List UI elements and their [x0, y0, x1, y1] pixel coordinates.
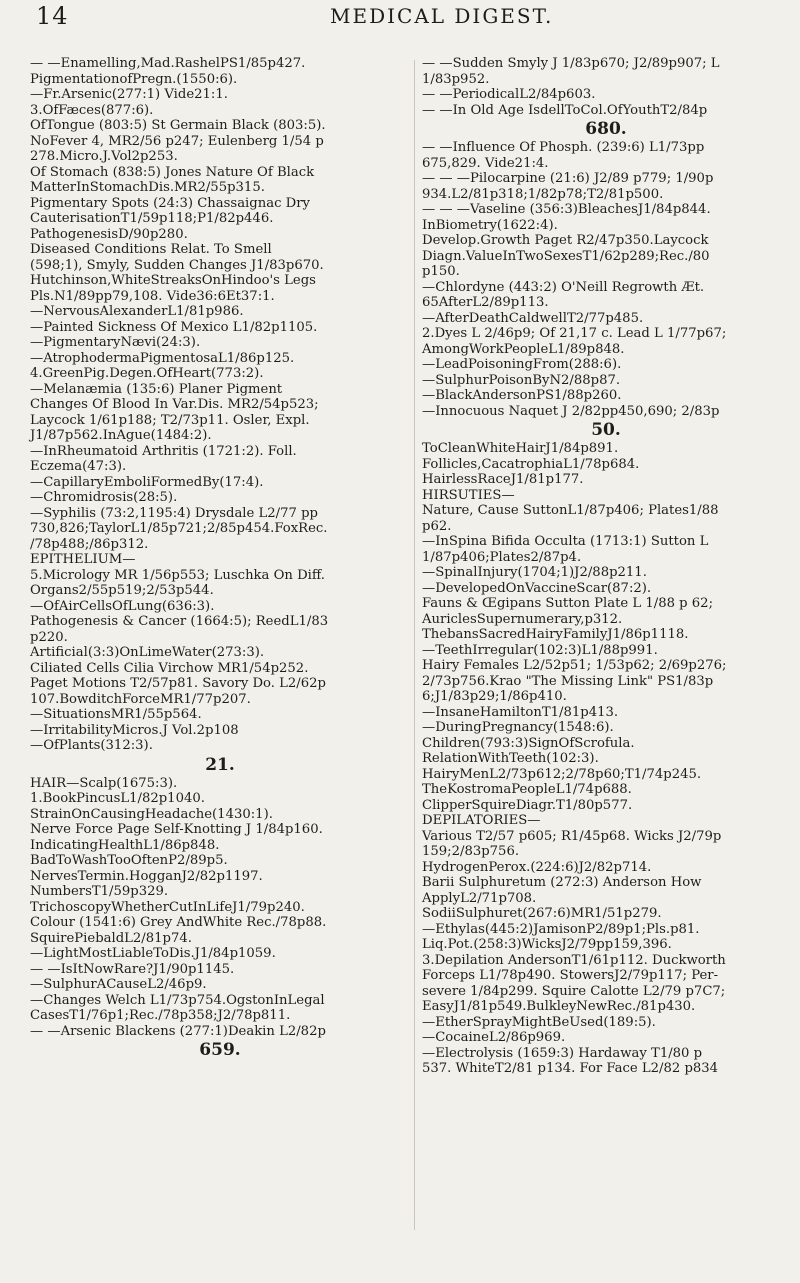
index-line: 1/83p952. [422, 71, 490, 87]
index-line: p220. [30, 629, 68, 645]
index-line: —IrritabilityMicros.J Vol.2p108 [30, 722, 239, 738]
index-line: —NervousAlexanderL1/81p986. [30, 304, 244, 319]
index-line: —Syphilis (73:2,1195:4) Drysdale L2/77 pp [30, 505, 318, 521]
index-line: StrainOnCausingHeadache(1430:1). [30, 806, 273, 822]
index-line: —Melanæmia (135:6) Planer Pigment [30, 381, 283, 397]
index-line: AmongWorkPeopleL1/89p848. [422, 341, 625, 357]
index-line: — —In Old Age IsdellToCol.OfYouthT2/84p [422, 102, 708, 118]
index-line: EasyJ1/81p549.BulkleyNewRec./81p430. [422, 999, 696, 1014]
index-line: 1/87p406;Plates2/87p4. [422, 549, 582, 565]
index-line: —InsaneHamiltonT1/81p413. [422, 704, 619, 720]
index-line: 659. [199, 1040, 241, 1060]
index-line: 730,826;TaylorL1/85p721;2/85p454.FoxRec. [30, 521, 328, 536]
index-line: NervesTermin.HogganJ2/82p1197. [30, 868, 263, 884]
index-line: —Chromidrosis(28:5). [30, 490, 178, 505]
index-line: Various T2/57 p605; R1/45p68. Wicks J2/79p [422, 828, 722, 844]
index-line: 3.Depilation AndersonT1/61p112. Duckworth [422, 952, 726, 968]
index-line: AuriclesSupernumerary,p312. [422, 611, 623, 627]
index-line: Paget Motions T2/57p81. Savory Do. L2/62p [30, 676, 326, 691]
index-line: Colour (1541:6) Grey AndWhite Rec./78p88. [30, 915, 327, 930]
index-line: —OfPlants(312:3). [30, 738, 153, 753]
index-line: Diseased Conditions Relat. To Smell [30, 242, 272, 257]
index-line: —SulphurACauseL2/46p9. [30, 977, 207, 992]
index-line: —AtrophodermaPigmentosaL1/86p125. [30, 350, 295, 366]
index-line: CasesT1/76p1;Rec./78p358;J2/78p811. [30, 1008, 291, 1023]
index-line: InBiometry(1622:4). [422, 217, 558, 233]
index-line: —SpinalInjury(1704;1)J2/88p211. [422, 565, 647, 580]
index-line: —LightMostLiableToDis.J1/84p1059. [30, 946, 276, 961]
index-line: 2.Dyes L 2/46p9; Of 21,17 c. Lead L 1/77p67; [422, 326, 727, 341]
index-line: Liq.Pot.(258:3)WicksJ2/79pp159,396. [422, 937, 672, 952]
index-line: 680. [585, 119, 627, 139]
index-line: Nerve Force Page Self-Knotting J 1/84p160. [30, 822, 323, 837]
index-line: —SituationsMR1/55p564. [30, 707, 202, 722]
index-line: TheKostromaPeopleL1/74p688. [422, 782, 632, 797]
index-line: Changes Of Blood In Var.Dis. MR2/54p523; [30, 397, 319, 412]
index-line: —EtherSprayMightBeUsed(189:5). [422, 1014, 656, 1030]
index-line: —InRheumatoid Arthritis (1721:2). Foll. [30, 443, 297, 459]
index-line: — — —Pilocarpine (21:6) J2/89 p779; 1/90p [422, 171, 714, 186]
index-line: HairyMenL2/73p612;2/78p60;T1/74p245. [422, 766, 702, 782]
index-line: Eczema(47:3). [30, 459, 127, 474]
index-line: 107.BowditchForceMR1/77p207. [30, 691, 251, 707]
index-line: RelationWithTeeth(102:3). [422, 751, 599, 766]
index-line: TrichoscopyWhetherCutInLifeJ1/79p240. [30, 899, 305, 915]
index-line: Barii Sulphuretum (272:3) Anderson How [422, 875, 702, 890]
index-line: OfTongue (803:5) St Germain Black (803:5). [30, 118, 326, 133]
index-line: — —Enamelling,Mad.RashelPS1/85p427. [30, 56, 306, 71]
index-line: 65AfterL2/89p113. [422, 295, 549, 310]
index-line: 1.BookPincusL1/82p1040. [30, 791, 205, 806]
page-number: 14 [36, 2, 69, 30]
index-line: 278.Micro.J.Vol2p253. [30, 149, 178, 164]
index-line: —LeadPoisoningFrom(288:6). [422, 357, 622, 372]
index-line: —InSpina Bifida Occulta (1713:1) Sutton L [422, 534, 709, 549]
index-line: — —Influence Of Phosph. (239:6) L1/73pp [422, 140, 705, 155]
index-line: CauterisationT1/59p118;P1/82p446. [30, 211, 274, 226]
column-divider [414, 60, 415, 1230]
index-line: —CocaineL2/86p969. [422, 1030, 566, 1045]
index-line: —Painted Sickness Of Mexico L1/82p1105. [30, 319, 318, 335]
index-line: 159;2/83p756. [422, 844, 520, 859]
index-line: 6;J1/83p29;1/86p410. [422, 689, 567, 704]
index-line: Pathogenesis & Cancer (1664:5); ReedL1/83 [30, 614, 329, 629]
index-line: Ciliated Cells Cilia Virchow MR1/54p252. [30, 660, 309, 676]
index-line: Children(793:3)SignOfScrofula. [422, 735, 635, 751]
index-line: 4.GreenPig.Degen.OfHeart(773:2). [30, 366, 264, 381]
index-line: Of Stomach (838:5) Jones Nature Of Black [30, 164, 315, 180]
index-line: DEPILATORIES— [422, 813, 541, 828]
index-line: —Fr.Arsenic(277:1) Vide21:1. [30, 87, 228, 102]
index-line: Organs2/55p519;2/53p544. [30, 583, 214, 598]
index-line: Develop.Growth Paget R2/47p350.Laycock [422, 233, 709, 248]
index-line: 537. WhiteT2/81 p134. For Face L2/82 p834 [422, 1061, 719, 1076]
index-line: —OfAirCellsOfLung(636:3). [30, 598, 215, 614]
index-line: HydrogenPerox.(224:6)J2/82p714. [422, 859, 652, 875]
index-line: Hutchinson,WhiteStreaksOnHindoo's Legs [30, 273, 316, 288]
index-line: Follicles,CacatrophiaL1/78p684. [422, 456, 640, 472]
index-line: — — —Vaseline (356:3)BleachesJ1/84p844. [422, 202, 711, 217]
index-line: 934.L2/81p318;1/82p78;T2/81p500. [422, 186, 664, 202]
index-line: —TeethIrregular(102:3)L1/88p991. [422, 642, 658, 658]
index-line: /78p488;/86p312. [30, 536, 149, 552]
index-line: — —Arsenic Blackens (277:1)Deakin L2/82p [30, 1023, 326, 1039]
index-line: NoFever 4, MR2/56 p247; Eulenberg 1/54 p [30, 133, 324, 149]
index-line: —AfterDeathCaldwellT2/77p485. [422, 310, 644, 326]
index-line: Pls.N1/89pp79,108. Vide36:6Et37:1. [30, 288, 275, 304]
index-line: HIRSUTIES— [422, 487, 515, 503]
index-line: 675,829. Vide21:4. [422, 155, 549, 171]
index-line: —SulphurPoisonByN2/88p87. [422, 372, 621, 388]
index-line: —Innocuous Naquet J 2/82pp450,690; 2/83p [422, 403, 720, 419]
index-line: HAIR—Scalp(1675:3). [30, 775, 178, 791]
index-line: —PigmentaryNævi(24:3). [30, 335, 201, 350]
index-line: 21. [205, 754, 235, 775]
index-line: ToCleanWhiteHairJ1/84p891. [422, 441, 619, 456]
index-line: —Electrolysis (1659:3) Hardaway T1/80 p [422, 1045, 703, 1061]
index-line: 3.OfFæces(877:6). [30, 102, 154, 118]
index-line: 50. [591, 420, 621, 440]
index-line: HairlessRaceJ1/81p177. [422, 472, 584, 487]
index-line: SodiiSulphuret(267:6)MR1/51p279. [422, 906, 662, 921]
index-line: 2/73p756.Krao "The Missing Link" PS1/83p [422, 673, 714, 689]
index-line: MatterInStomachDis.MR2/55p315. [30, 180, 265, 195]
index-line: Fauns & Œgipans Sutton Plate L 1/88 p 62; [422, 596, 714, 611]
index-line: NumbersT1/59p329. [30, 884, 169, 899]
index-line: SquirePiebaldL2/81p74. [30, 930, 192, 946]
index-line: 5.Micrology MR 1/56p553; Luschka On Diff. [30, 567, 325, 583]
index-line: Pigmentary Spots (24:3) Chassaignac Dry [30, 195, 310, 211]
running-head: MEDICAL DIGEST. [330, 4, 554, 28]
index-line: — —IsItNowRare?J1/90p1145. [30, 961, 235, 977]
index-line: Nature, Cause SuttonL1/87p406; Plates1/88 [422, 503, 719, 518]
index-line: —BlackAndersonPS1/88p260. [422, 388, 622, 403]
index-line: —CapillaryEmboliFormedBy(17:4). [30, 474, 264, 490]
index-line: Artificial(3:3)OnLimeWater(273:3). [30, 645, 265, 660]
index-line: —DuringPregnancy(1548:6). [422, 720, 614, 735]
index-line: p150. [422, 264, 460, 279]
index-line: IndicatingHealthL1/86p848. [30, 837, 220, 853]
index-line: p62. [422, 518, 452, 534]
index-line: Hairy Females L2/52p51; 1/53p62; 2/69p276; [422, 658, 727, 673]
index-line: — —Sudden Smyly J 1/83p670; J2/89p907; L [422, 56, 720, 71]
index-line: ApplyL2/71p708. [422, 890, 537, 906]
index-line: —Chlordyne (443:2) O'Neill Regrowth Æt. [422, 279, 705, 295]
index-line: BadToWashTooOftenP2/89p5. [30, 853, 228, 868]
index-line: (598;1), Smyly, Sudden Changes J1/83p670. [30, 257, 324, 273]
index-line: ThebansSacredHairyFamilyJ1/86p1118. [422, 627, 689, 642]
index-line: Diagn.ValueInTwoSexesT1/62p289;Rec./80 [422, 248, 710, 264]
index-line: PathogenesisD/90p280. [30, 226, 188, 242]
index-line: ClipperSquireDiagr.T1/80p577. [422, 797, 633, 813]
index-line: Forceps L1/78p490. StowersJ2/79p117; Per- [422, 968, 719, 983]
index-line: Laycock 1/61p188; T2/73p11. Osler, Expl. [30, 412, 310, 428]
index-line: —Changes Welch L1/73p754.OgstonInLegal [30, 992, 325, 1008]
right-column [422, 56, 790, 1077]
index-line: EPITHELIUM— [30, 552, 136, 567]
index-line: severe 1/84p299. Squire Calotte L2/79 p7C7; [422, 983, 726, 999]
index-line: J1/87p562.InAgue(1484:2). [30, 428, 212, 443]
left-column [30, 56, 410, 1061]
index-line: — —PeriodicalL2/84p603. [422, 87, 596, 102]
index-line: PigmentationofPregn.(1550:6). [30, 71, 238, 87]
index-line: —DevelopedOnVaccineScar(87:2). [422, 580, 652, 596]
index-line: —Ethylas(445:2)JamisonP2/89p1;Pls.p81. [422, 921, 700, 937]
